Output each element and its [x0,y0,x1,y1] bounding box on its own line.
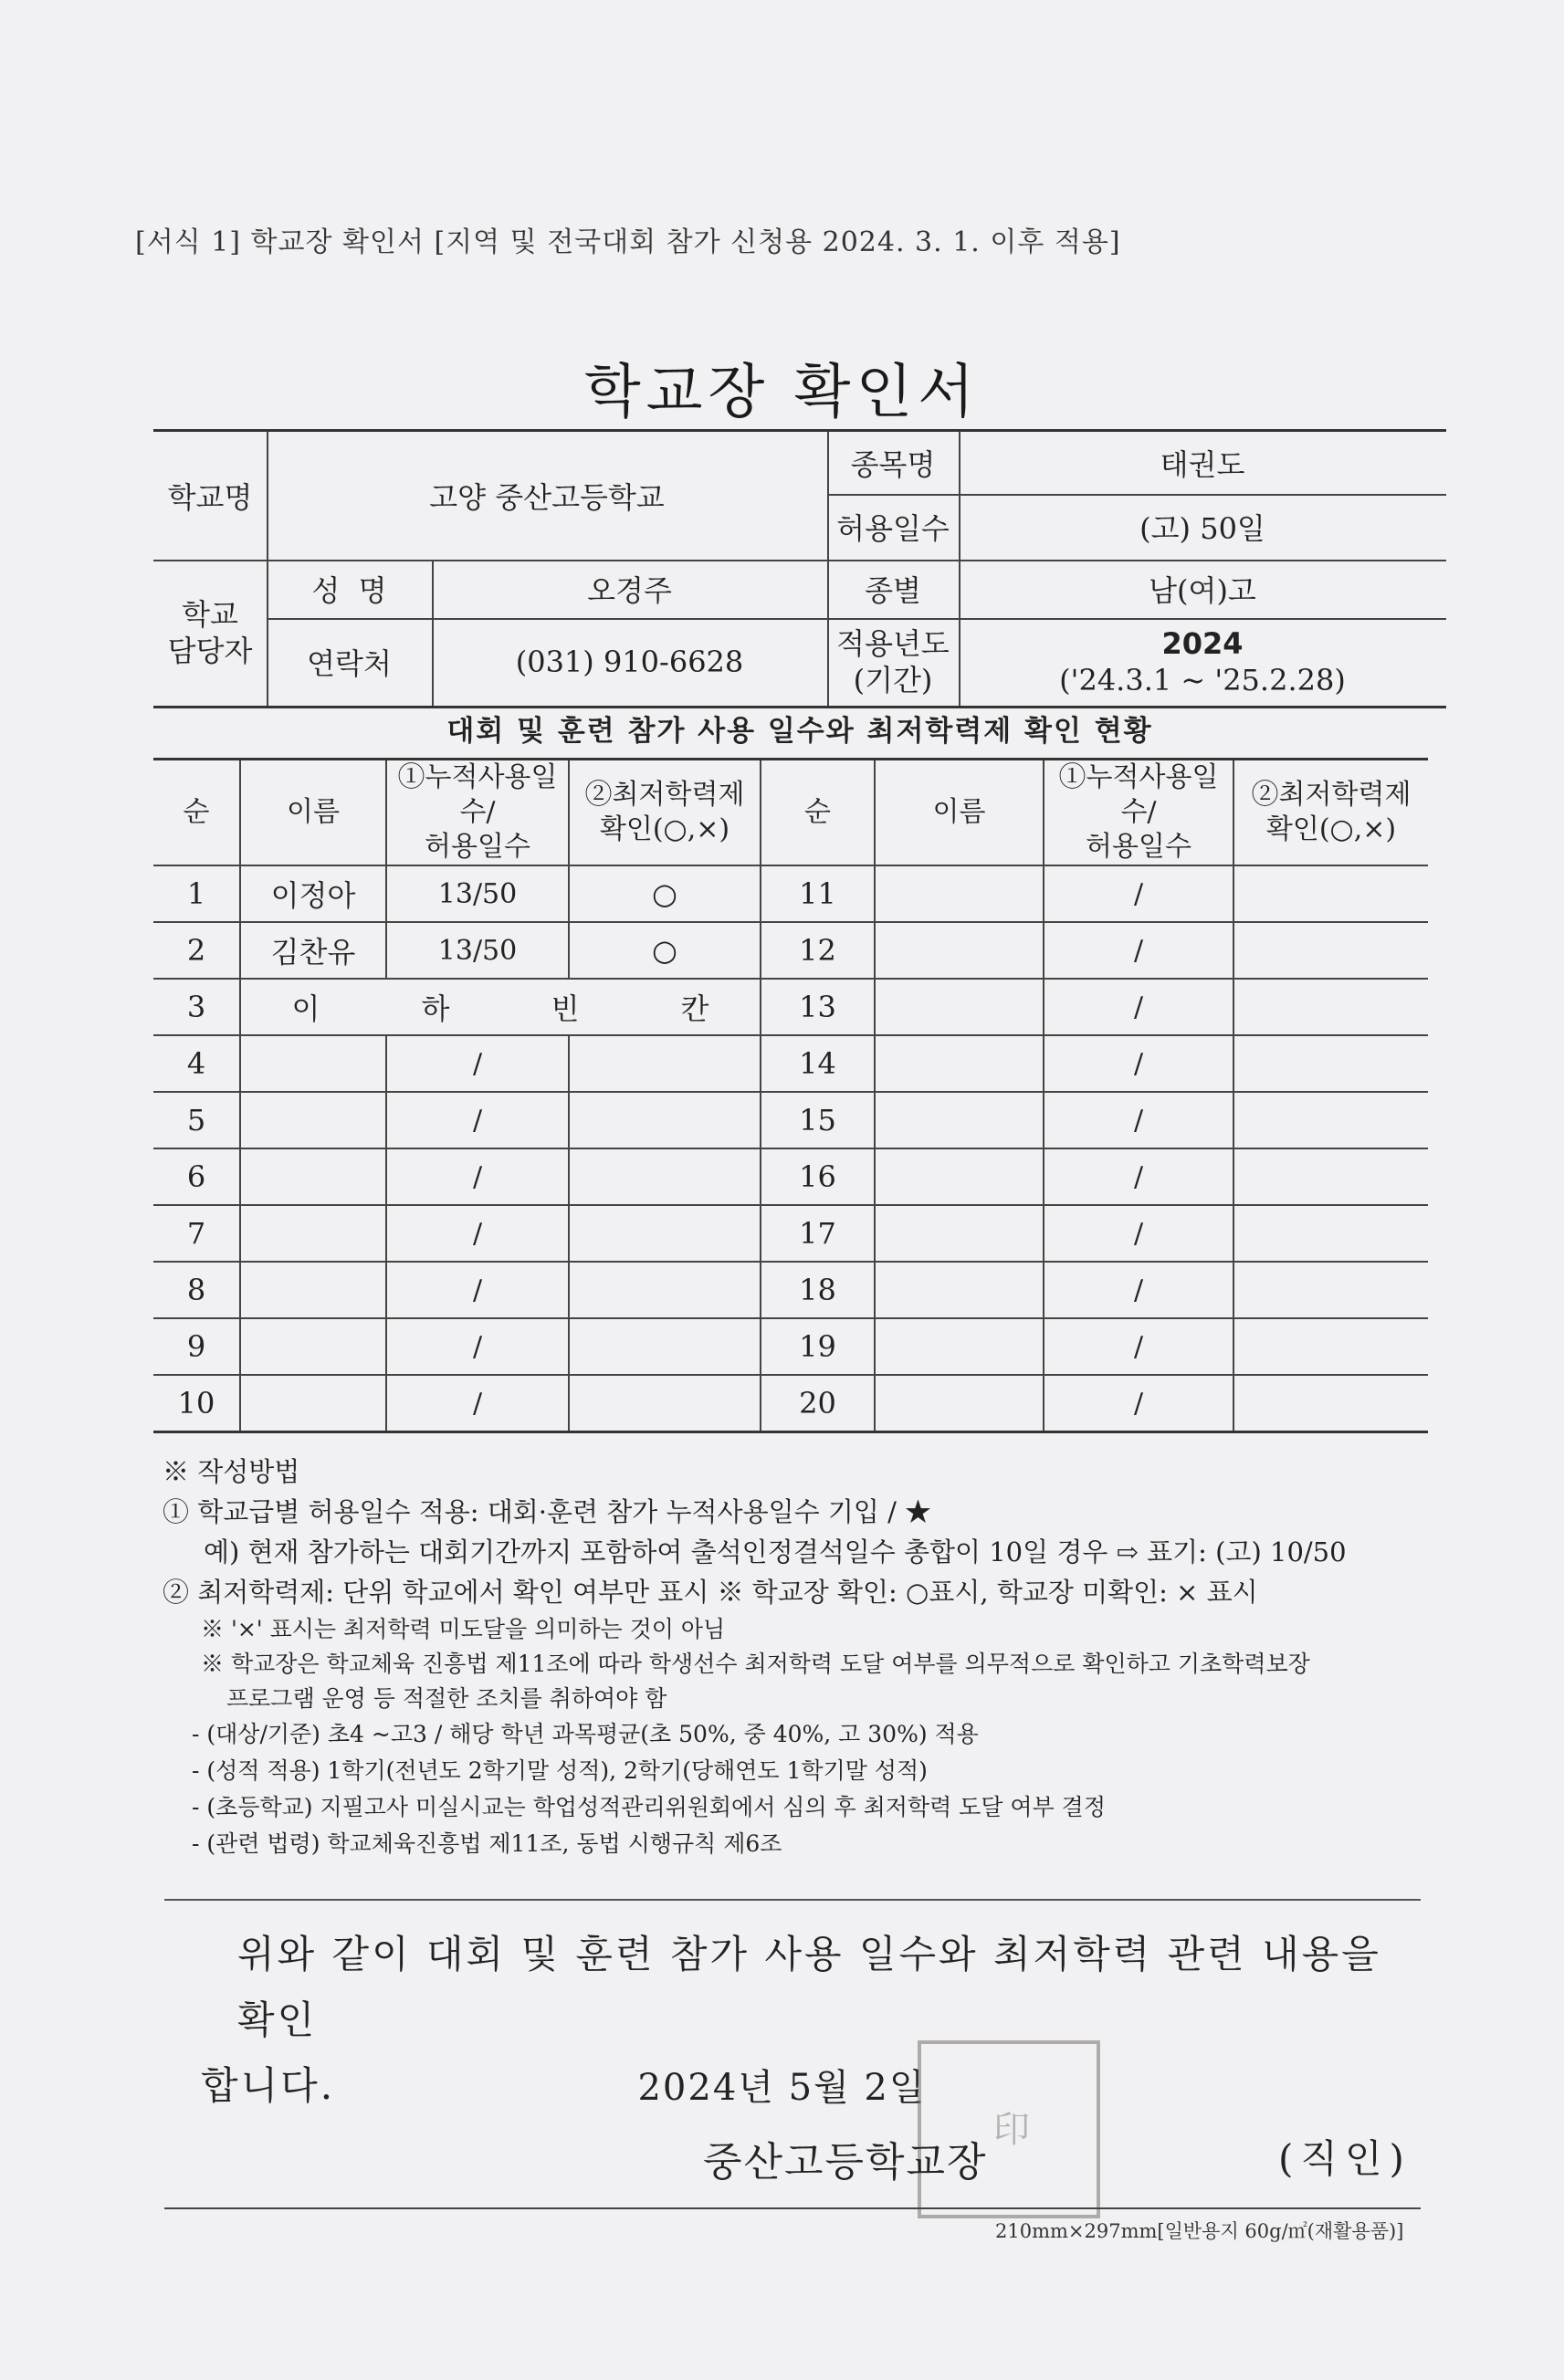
official-seal-stamp: 印 [918,2040,1100,2218]
allowed-days-value: (고) 50일 [1139,511,1265,546]
staff-name-value: 오경주 [587,573,672,608]
row-name [240,1375,386,1432]
row-no-right: 19 [761,1318,875,1375]
row-name: 이정아 [240,865,386,922]
row-no-right: 18 [761,1262,875,1318]
school-name-label: 학교명 [167,480,253,515]
table-row [153,1092,1428,1148]
row-check-right [1233,1092,1428,1148]
section-title: 대회 및 훈련 참가 사용 일수와 최저학력제 확인 현황 [446,715,1153,748]
row-name [240,1148,386,1205]
col-check: ②최저학력제 확인(○,×) [569,760,761,866]
row-name-right [875,1092,1044,1148]
method-item-1-example: 예) 현재 참가하는 대회기간까지 포함하여 출석인정결석일수 총합이 10일 경우 ⇨ 표기: (고) 10/50 [204,1536,1347,1567]
row-days-right: / [1044,1092,1233,1148]
row-no-right: 20 [761,1375,875,1432]
row-no-right: 16 [761,1148,875,1205]
row-no: 4 [153,1035,240,1092]
table-row [153,1205,1428,1262]
blank-below-char: 빈 [551,991,580,1026]
method-dash-4: - (관련 법령) 학교체육진흥법 제11조, 동법 시행규칙 제6조 [192,1830,782,1857]
confirmation-line-1: 위와 같이 대회 및 훈련 참가 사용 일수와 최저학력 관련 내용을 확인 [237,1932,1381,2042]
gender-label: 종별 [865,573,921,608]
row-name-right [875,922,1044,979]
blank-below-char: 하 [421,991,450,1026]
row-days-right: / [1044,1375,1233,1432]
row-name: 김찬유 [240,922,386,979]
divider [164,1899,1421,1901]
row-name-right [875,1205,1044,1262]
row-check-right [1233,865,1428,922]
row-days: 13/50 [386,865,569,922]
method-note-1: ※ '×' 표시는 최저학력 미도달을 의미하는 것이 아님 [201,1616,726,1642]
row-days: 13/50 [386,922,569,979]
row-days: / [386,1148,569,1205]
row-days: / [386,1205,569,1262]
col-days: ①누적사용일수/ 허용일수 [386,760,569,866]
row-days: / [386,1375,569,1432]
row-days-right: / [1044,979,1233,1035]
row-days-right: / [1044,1148,1233,1205]
sport-value: 태권도 [1160,447,1245,482]
blank-below-note [240,979,761,1035]
row-check [569,1375,761,1432]
row-check-right [1233,1318,1428,1375]
row-no: 2 [153,922,240,979]
year-value: 2024 [1161,626,1244,661]
sport-label: 종목명 [850,447,936,482]
row-no-right: 14 [761,1035,875,1092]
row-days: / [386,1262,569,1318]
principal-title: 중산고등학교장 [703,2139,988,2186]
row-name [240,1318,386,1375]
form-header-note: [서식 1] 학교장 확인서 [지역 및 전국대회 참가 신청용 2024. 3. 1. 이후 적용] [135,226,1121,258]
col-check-right: ②최저학력제 확인(○,×) [1233,760,1428,866]
method-item-1: ① 학교급별 허용일수 적용: 대회·훈련 참가 누적사용일수 기입 / ★ [163,1496,932,1527]
row-name [240,1262,386,1318]
roster-header-row [153,760,1428,866]
row-check [569,1205,761,1262]
col-days-right: ①누적사용일수/ 허용일수 [1044,760,1233,866]
blank-below-note-text [241,986,760,1028]
row-days-right: / [1044,1035,1233,1092]
row-no: 1 [153,865,240,922]
row-name-right [875,1035,1044,1092]
writing-instructions [163,1452,1441,1862]
row-days-right: / [1044,865,1233,922]
col-no: 순 [153,760,240,866]
row-no-right: 11 [761,865,875,922]
row-name [240,1035,386,1092]
roster-table [153,758,1428,1433]
row-name-right [875,1262,1044,1318]
method-item-2: ② 최저학력제: 단위 학교에서 확인 여부만 표시 ※ 학교장 확인: ○표시, 학교장 미확인: × 표시 [163,1577,1258,1608]
row-check: ○ [569,865,761,922]
contact-label: 연락처 [307,646,392,681]
contact-value: (031) 910-6628 [515,645,744,679]
row-no-right: 12 [761,922,875,979]
row-no: 6 [153,1148,240,1205]
blank-below-char: 칸 [680,991,709,1026]
year-label: 적용년도 (기간) [836,626,950,697]
row-no: 5 [153,1092,240,1148]
row-days-right: / [1044,922,1233,979]
paper-spec: 210mm×297mm[일반용지 60g/㎡(재활용품)] [995,2220,1404,2242]
row-check-right [1233,1375,1428,1432]
document-title: 학교장 확인서 [583,359,981,426]
table-row [153,1375,1428,1432]
blank-below-char: 이 [291,991,320,1026]
row-check-right [1233,1035,1428,1092]
col-name: 이름 [240,760,386,866]
row-check-right [1233,1205,1428,1262]
gender-value: 남(여)고 [1149,573,1256,608]
row-check [569,1148,761,1205]
method-note-2b: 프로그램 운영 등 적절한 조치를 취하여야 함 [226,1685,667,1712]
method-dash-1: - (대상/기준) 초4 ~고3 / 해당 학년 과목평균(초 50%, 중 40%, 고 30%) 적용 [192,1721,979,1747]
method-note-2: ※ 학교장은 학교체육 진흥법 제11조에 따라 학생선수 최저학력 도달 여부를 의무적으로 확인하고 기초학력보장 [201,1651,1310,1677]
row-name [240,1205,386,1262]
row-name-right [875,865,1044,922]
col-name-right: 이름 [875,760,1044,866]
table-row [153,1035,1428,1092]
row-days-right: / [1044,1205,1233,1262]
confirmation-line-2: 합니다. [201,2063,336,2108]
row-days-right: / [1044,1318,1233,1375]
row-check-right [1233,1262,1428,1318]
year-cell [959,618,1446,706]
row-check [569,1318,761,1375]
row-check-right [1233,922,1428,979]
row-name-right [875,1148,1044,1205]
row-name [240,1092,386,1148]
row-no: 7 [153,1205,240,1262]
row-check [569,1092,761,1148]
school-name-value: 고양 중산고등학교 [429,480,665,515]
bottom-divider [164,2207,1421,2209]
table-row [153,1318,1428,1375]
row-check-right [1233,1148,1428,1205]
table-row [153,865,1428,922]
method-heading: ※ 작성방법 [163,1456,300,1487]
row-name-right [875,979,1044,1035]
row-name-right [875,1318,1044,1375]
row-name-right [875,1375,1044,1432]
staff-label: 학교 담당자 [167,597,253,668]
period-value: ('24.3.1 ~ '25.2.28) [1059,663,1346,697]
row-days: / [386,1035,569,1092]
allowed-days-label: 허용일수 [836,511,950,546]
method-dash-2: - (성적 적용) 1학기(전년도 2학기말 성적), 2학기(당해연도 1학기말 성적) [192,1757,928,1784]
row-check: ○ [569,922,761,979]
row-no: 8 [153,1262,240,1318]
table-row [153,1262,1428,1318]
row-check-right [1233,979,1428,1035]
row-no-right: 17 [761,1205,875,1262]
issue-date: 2024년 5월 2일 [637,2067,927,2109]
row-days: / [386,1318,569,1375]
row-no: 9 [153,1318,240,1375]
table-row [153,922,1428,979]
row-check [569,1035,761,1092]
row-days-right: / [1044,1262,1233,1318]
seal-label: (직인) [1278,2136,1412,2181]
col-no-right: 순 [761,760,875,866]
staff-name-label: 성 명 [311,573,387,608]
info-table [153,429,1446,708]
row-days: / [386,1092,569,1148]
row-no: 10 [153,1375,240,1432]
table-row [153,979,1428,1035]
row-no-right: 15 [761,1092,875,1148]
row-check [569,1262,761,1318]
row-no-right: 13 [761,979,875,1035]
table-row [153,1148,1428,1205]
method-dash-3: - (초등학교) 지필고사 미실시교는 학업성적관리위원회에서 심의 후 최저학력 도달 여부 결정 [192,1794,1106,1820]
row-no: 3 [153,979,240,1035]
